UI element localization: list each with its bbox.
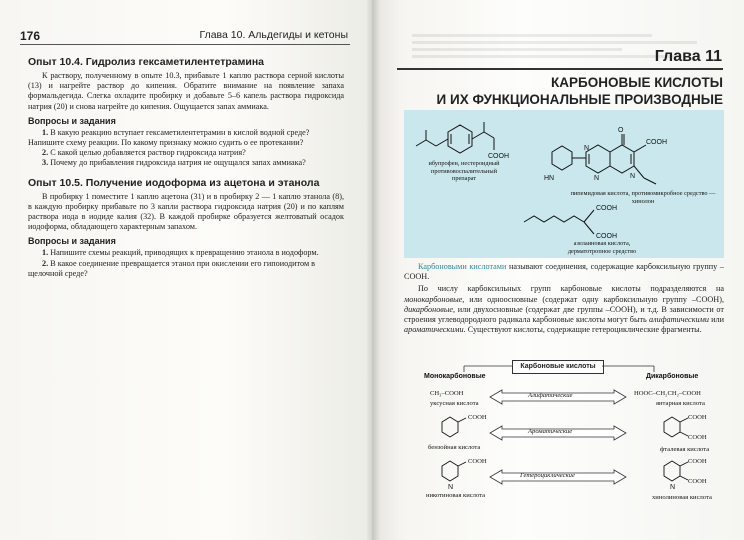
svg-text:N: N [448, 484, 454, 490]
question-item: 2. В какое соединение превращается этанол при окислении его гипоиодитом в щелочной среде? [28, 258, 316, 278]
svg-text:O: O [618, 127, 624, 134]
classification-scheme [404, 358, 724, 528]
cooh-label: COOH [688, 458, 707, 465]
azelaic-caption: азелаиновая кислота, дерматотропное средство [567, 240, 637, 255]
acetic-formula: CH₃–COOH [430, 390, 464, 397]
succinic-name: янтарная кислота [656, 400, 705, 407]
cooh-label: COOH [646, 139, 667, 146]
right-body-text [404, 262, 724, 337]
hn-label: HN [544, 175, 555, 182]
svg-text:N: N [584, 145, 590, 152]
cooh-label: COOH [596, 205, 617, 212]
questions-heading: Вопросы и задания [28, 115, 116, 126]
chapter-rule [397, 68, 723, 70]
question-item: 3. Почему до прибавления гидроксида натрия не ощущался запах аммиака? [42, 158, 306, 168]
question-item: 1. В какую реакцию вступает гексаметилентетрамин в кислой водной среде? Напишите схему реакции. По какому признаку можно судить о ее протекании? [28, 127, 310, 148]
pipemidic-acid-structure-icon [544, 112, 714, 192]
mono-heading: Монокарбоновые [424, 373, 486, 380]
cooh-label: COOH [688, 478, 707, 485]
phthalic-name: фталевая кислота [660, 446, 710, 453]
questions-list [28, 248, 344, 279]
experiment-heading: Опыт 10.5. Получение иодоформа из ацетона и этанола [28, 176, 320, 189]
chapter-label: Глава 11 [654, 48, 722, 65]
succinic-formula: HOOC–CH₂CH₂–COOH [634, 390, 701, 397]
cooh-label: COOH [468, 458, 487, 465]
right-page [372, 0, 744, 540]
question-item: 1. Напишите схемы реакций, приводящих к превращению этанола в иодоформ. [42, 248, 319, 258]
running-header [20, 28, 350, 45]
chapter-title: КАРБОНОВЫЕ КИСЛОТЫ И ИХ ФУНКЦИОНАЛЬНЫЕ ПРОИЗВОДНЫЕ [436, 75, 723, 107]
nicotinic-name: никотиновая кислота [426, 492, 486, 499]
definition-paragraph: Карбоновыми кислотами называют соединения, содержащие карбоксильную группу –COOH. [404, 262, 724, 282]
cooh-label: COOH [688, 434, 707, 441]
classification-paragraph: По числу карбоксильных групп карбоновые кислоты подразделяются на монокарбоновые, или одноосновные (содержат одну карбоксильную группу –COOH), дикарбоновые, или двухосновные (содержат две группы –COOH), и т.д. В зависимости от строения углеводородного радикала карбоновые кислоты могут быть алифатическими или ароматическими. Существуют кислоты, содержащие гетероциклические фрагменты. [404, 284, 724, 335]
cooh-label: COOH [596, 233, 617, 240]
scheme-title-box: Карбоновые кислоты [512, 360, 604, 374]
aromatic-label: Ароматические [528, 428, 573, 435]
heterocyclic-label: Гетероциклические [520, 472, 575, 479]
questions-list [28, 128, 344, 169]
left-content [28, 52, 344, 281]
cooh-label: COOH [688, 414, 707, 421]
ibuprofen-caption: ибупрофен, нестероидный противовоспалительный препарат [428, 160, 500, 183]
experiment-heading: Опыт 10.4. Гидролиз гексаметилентетрамина [28, 56, 265, 68]
question-item: 2. С какой целью добавляется раствор гидроксида натрия? [42, 148, 246, 158]
experiment-text: К раствору, полученному в опыте 10.3, прибавьте 1 каплю раствора серной кислоты (13) и нагрейте раствор до кипения. Обратите внимание на появление запаха формальдегида. Слегка охладите пробирку и добавьте 5–6 капель раствора гидроксида натрия (20) и снова нагрейте до кипения. Ощущается запах аммиака. [28, 71, 344, 111]
benzoic-name: бензойная кислота [428, 444, 481, 451]
svg-text:N: N [670, 484, 676, 491]
experiment-text: В пробирку 1 поместите 1 каплю ацетона (31) и в пробирку 2 — 1 каплю этанола (8), в каждую пробирку прибавьте по 3 капли раствора гидроксида натрия (20) и по каплям раствора иода в иодиде калия (32). В каждой пробирке образуется желтоватый осадок иодоформа, обладающего характерным запахом. [28, 191, 344, 232]
pipemidic-caption: пипемидовая кислота, противомикробное средство — хинолон [570, 190, 716, 205]
structures-figure [404, 110, 724, 258]
aliphatic-label: Алифатические [528, 392, 573, 399]
page-number: 176 [20, 29, 41, 43]
svg-text:N: N [630, 173, 636, 180]
questions-heading: Вопросы и задания [28, 236, 116, 247]
quinolinic-name: хинолиновая кислота [652, 494, 712, 501]
cooh-label: COOH [488, 153, 509, 160]
running-title: Глава 10. Альдегиды и кетоны [199, 29, 348, 41]
book-gutter [366, 0, 380, 540]
acetic-name: уксусная кислота [430, 400, 479, 407]
di-heading: Дикарбоновые [646, 373, 699, 380]
svg-text:N: N [594, 175, 600, 182]
cooh-label: COOH [468, 414, 487, 421]
